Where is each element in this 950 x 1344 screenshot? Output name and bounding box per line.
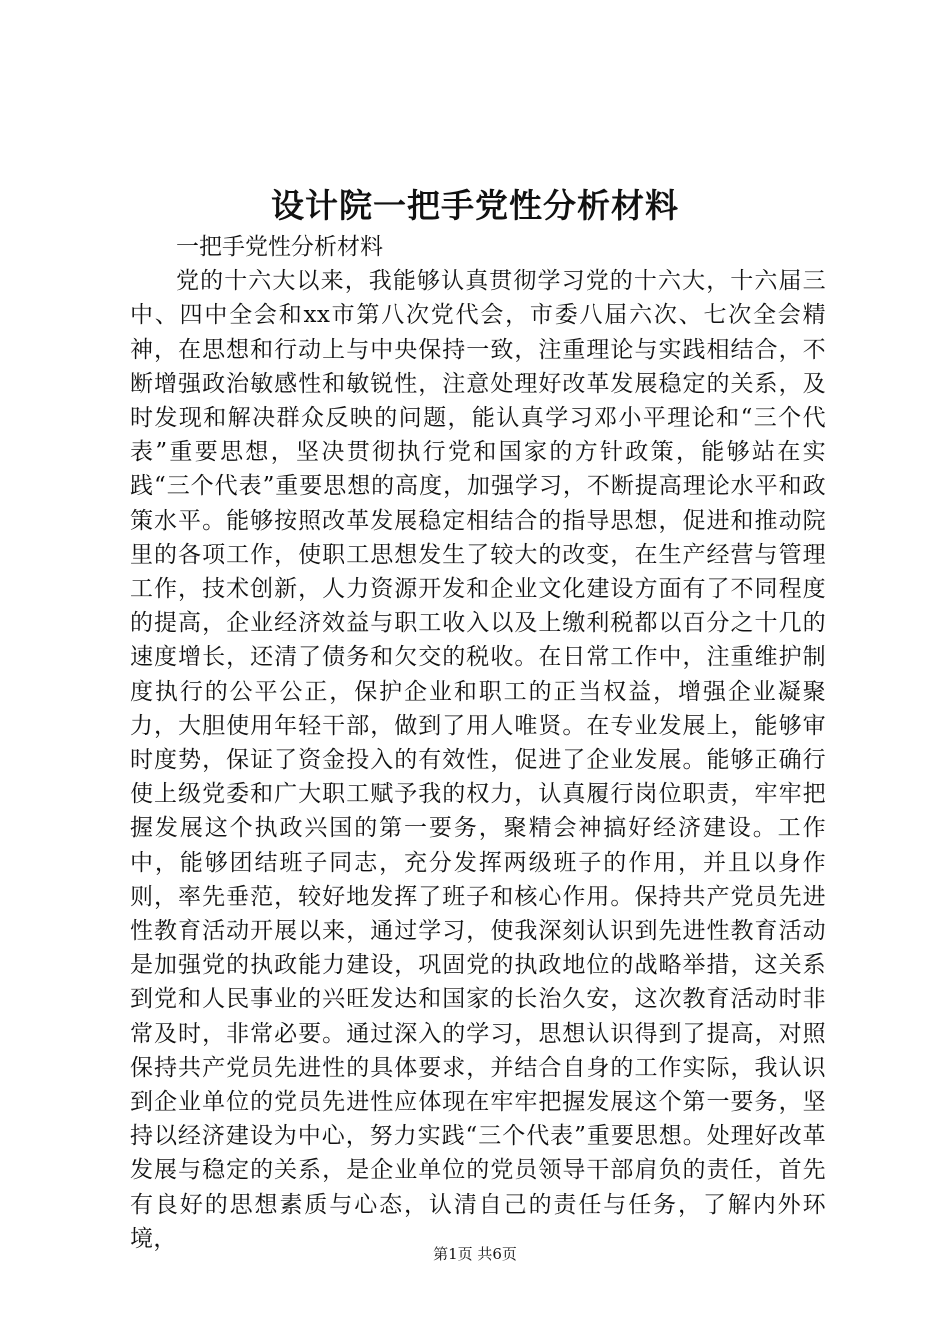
page-number-footer: 第1页 共6页	[433, 1245, 517, 1263]
document-body	[130, 230, 826, 1256]
document-title: 设计院一把手党性分析材料	[271, 186, 679, 225]
document-subtitle: 一把手党性分析材料	[176, 234, 383, 260]
body-paragraph: 党的十六大以来，我能够认真贯彻学习党的十六大，十六届三中、四中全会和xx市第八次党代会，市委八届六次、七次全会精神，在思想和行动上与中央保持一致，注重理论与实践相结合，不断增强政治敏感性和敏锐性，注意处理好改革发展稳定的关系，及时发现和解决群众反映的问题，能认真学习邓小平理论和“三个代表”重要思想，坚决贯彻执行党和国家的方针政策，能够站在实践“三个代表”重要思想的高度，加强学习，不断提高理论水平和政策水平。能够按照改革发展稳定相结合的指导思想，促进和推动院里的各项工作，使职工思想发生了较大的改变，在生产经营与管理工作，技术创新，人力资源开发和企业文化建设方面有了不同程度的提高，企业经济效益与职工收入以及上缴利税都以百分之十几的速度增长，还清了债务和欠交的税收。在日常工作中，注重维护制度执行的公平公正，保护企业和职工的正当权益，增强企业凝聚力，大胆使用年轻干部，做到了用人唯贤。在专业发展上，能够审时度势，保证了资金投入的有效性，促进了企业发展。能够正确行使上级党委和广大职工赋予我的权力，认真履行岗位职责，牢牢把握发展这个执政兴国的第一要务，聚精会神搞好经济建设。工作中，能够团结班子同志，充分发挥两级班子的作用，并且以身作则，率先垂范，较好地发挥了班子和核心作用。保持共产党员先进性教育活动开展以来，通过学习，使我深刻认识到先进性教育活动是加强党的执政能力建设，巩固党的执政地位的战略举措，这关系到党和人民事业的兴旺发达和国家的长治久安，这次教育活动时非常及时，非常必要。通过深入的学习，思想认识得到了提高，对照保持共产党员先进性的具体要求，并结合自身的工作实际，我认识到企业单位的党员先进性应体现在牢牢把握发展这个第一要务，坚持以经济建设为中心，努力实践“三个代表”重要思想。处理好改革发展与稳定的关系，是企业单位的党员领导干部肩负的责任，首先有良好的思想素质与心态，认清自己的责任与任务，了解内外环境，	[130, 268, 826, 1252]
